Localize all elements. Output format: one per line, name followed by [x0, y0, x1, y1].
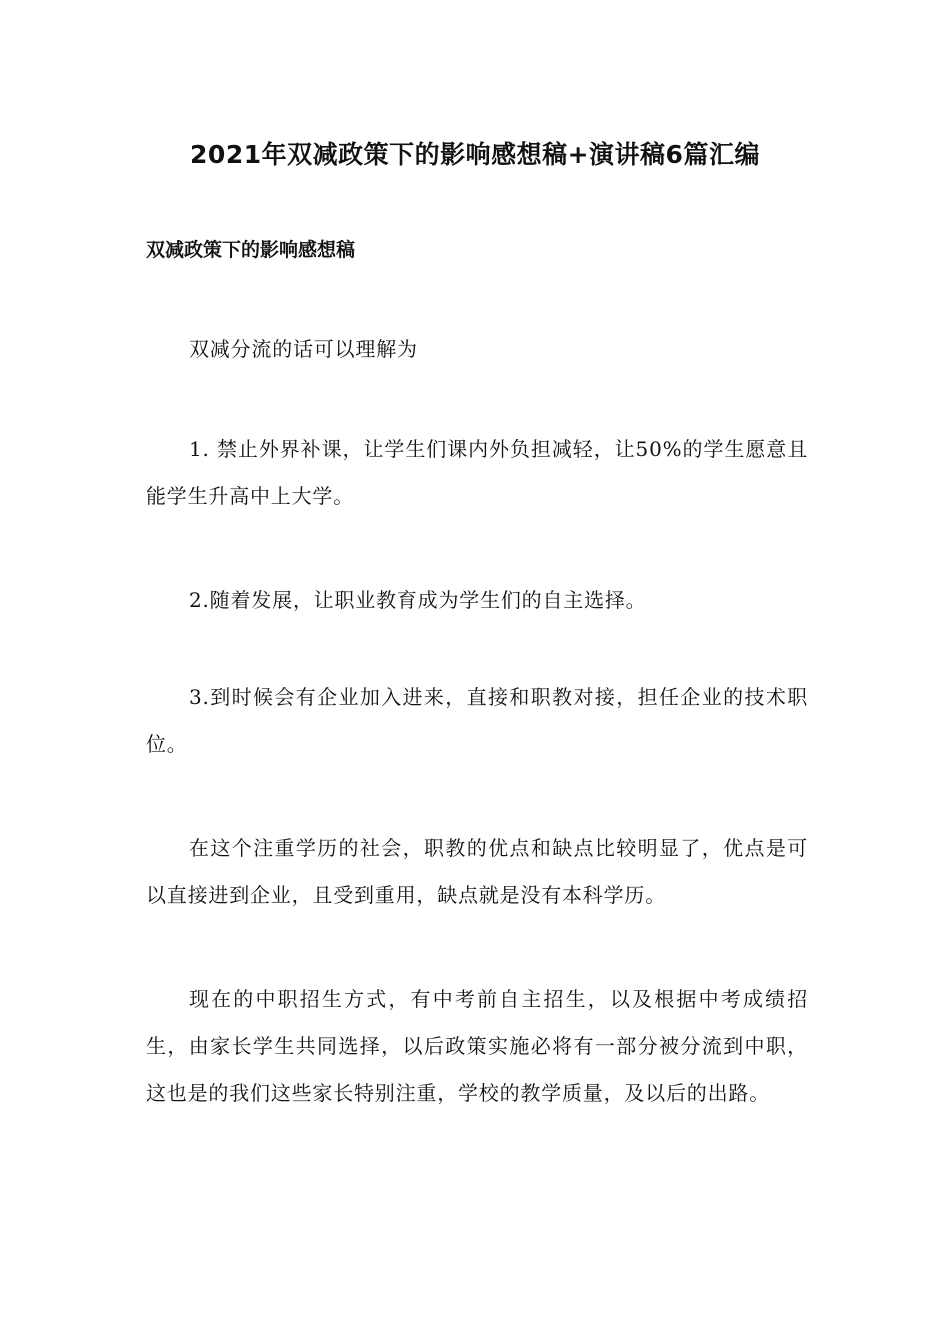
paragraph-point-2: 2.随着发展，让职业教育成为学生们的自主选择。: [189, 588, 647, 612]
section-heading: 双减政策下的影响感想稿: [146, 239, 356, 261]
paragraph-pros-cons: 在这个注重学历的社会，职教的优点和缺点比较明显了，优点是可以直接进到企业，且受到重用，缺点就是没有本科学历。: [146, 836, 808, 907]
paragraph-enrollment: 现在的中职招生方式，有中考前自主招生，以及根据中考成绩招生，由家长学生共同选择，以后政策实施必将有一部分被分流到中职，这也是的我们这些家长特别注重，学校的教学质量，及以后的出路。: [146, 987, 808, 1105]
paragraph-point-3: 3.到时候会有企业加入进来，直接和职教对接，担任企业的技术职位。: [146, 685, 808, 756]
document-title: 2021年双减政策下的影响感想稿+演讲稿6篇汇编: [190, 140, 760, 169]
paragraph-point-1: 1. 禁止外界补课，让学生们课内外负担减轻，让50%的学生愿意且能学生升高中上大学。: [146, 437, 808, 508]
paragraph-intro: 双减分流的话可以理解为: [189, 337, 418, 361]
